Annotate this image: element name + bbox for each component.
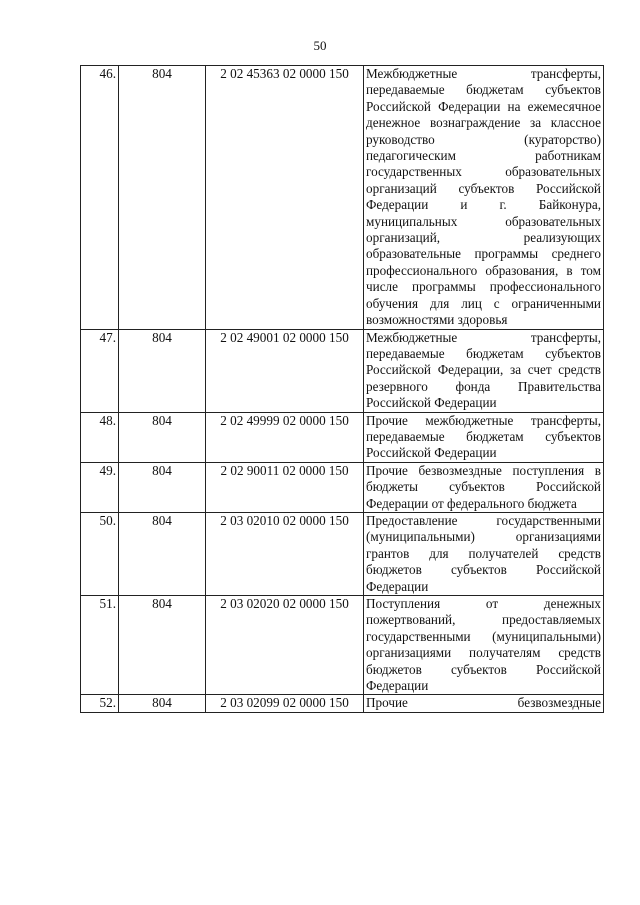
row-number: 51. <box>81 596 119 695</box>
table-row <box>81 596 604 695</box>
administrator-code: 804 <box>119 512 206 595</box>
table-row <box>81 66 604 330</box>
revenue-name: Прочие межбюджетные трансферты, передаваемые бюджетам субъектов Российской Федерации <box>364 412 604 462</box>
page-number: 50 <box>313 38 327 53</box>
budget-classification-code: 2 03 02020 02 0000 150 <box>206 596 364 695</box>
table-row <box>81 412 604 462</box>
revenue-name: Межбюджетные трансферты, передаваемые бюджетам субъектов Российской Федерации, за счет средств резервного фонда Правительства Российской Федерации <box>364 329 604 412</box>
row-number: 48. <box>81 412 119 462</box>
administrator-code: 804 <box>119 462 206 512</box>
row-number: 50. <box>81 512 119 595</box>
row-number: 49. <box>81 462 119 512</box>
budget-classification-code: 2 02 49001 02 0000 150 <box>206 329 364 412</box>
revenue-name: Прочие безвозмездные поступления в бюджеты субъектов Российской Федерации от федерального бюджета <box>364 462 604 512</box>
budget-classification-code: 2 02 49999 02 0000 150 <box>206 412 364 462</box>
table-row <box>81 512 604 595</box>
budget-classification-code: 2 02 45363 02 0000 150 <box>206 66 364 330</box>
budget-classification-code: 2 02 90011 02 0000 150 <box>206 462 364 512</box>
revenue-name: Прочие безвозмездные <box>364 695 604 712</box>
revenue-name: Предоставление государственными (муниципальными) организациями грантов для получателей средств бюджетов субъектов Российской Федерации <box>364 512 604 595</box>
row-number: 47. <box>81 329 119 412</box>
administrator-code: 804 <box>119 329 206 412</box>
administrator-code: 804 <box>119 695 206 712</box>
revenue-name: Поступления от денежных пожертвований, предоставляемых государственными (муниципальными) организациями получателям средств бюджетов субъектов Российской Федерации <box>364 596 604 695</box>
revenue-name: Межбюджетные трансферты, передаваемые бюджетам субъектов Российской Федерации на ежемесячное денежное вознаграждение за классное руководство (кураторство) педагогическим работникам государственных образовательных организаций субъектов Российской Федерации и г. Байконура, муниципальных образовательных организаций, реализующих образовательные программы среднего профессионального образования, в том числе программы профессионального обучения для лиц с ограниченными возможностями здоровья <box>364 66 604 330</box>
administrator-code: 804 <box>119 412 206 462</box>
row-number: 46. <box>81 66 119 330</box>
revenue-codes-table <box>80 65 604 713</box>
table-row <box>81 462 604 512</box>
table-row <box>81 695 604 712</box>
table-row <box>81 329 604 412</box>
administrator-code: 804 <box>119 66 206 330</box>
administrator-code: 804 <box>119 596 206 695</box>
budget-classification-code: 2 03 02099 02 0000 150 <box>206 695 364 712</box>
budget-classification-code: 2 03 02010 02 0000 150 <box>206 512 364 595</box>
row-number: 52. <box>81 695 119 712</box>
